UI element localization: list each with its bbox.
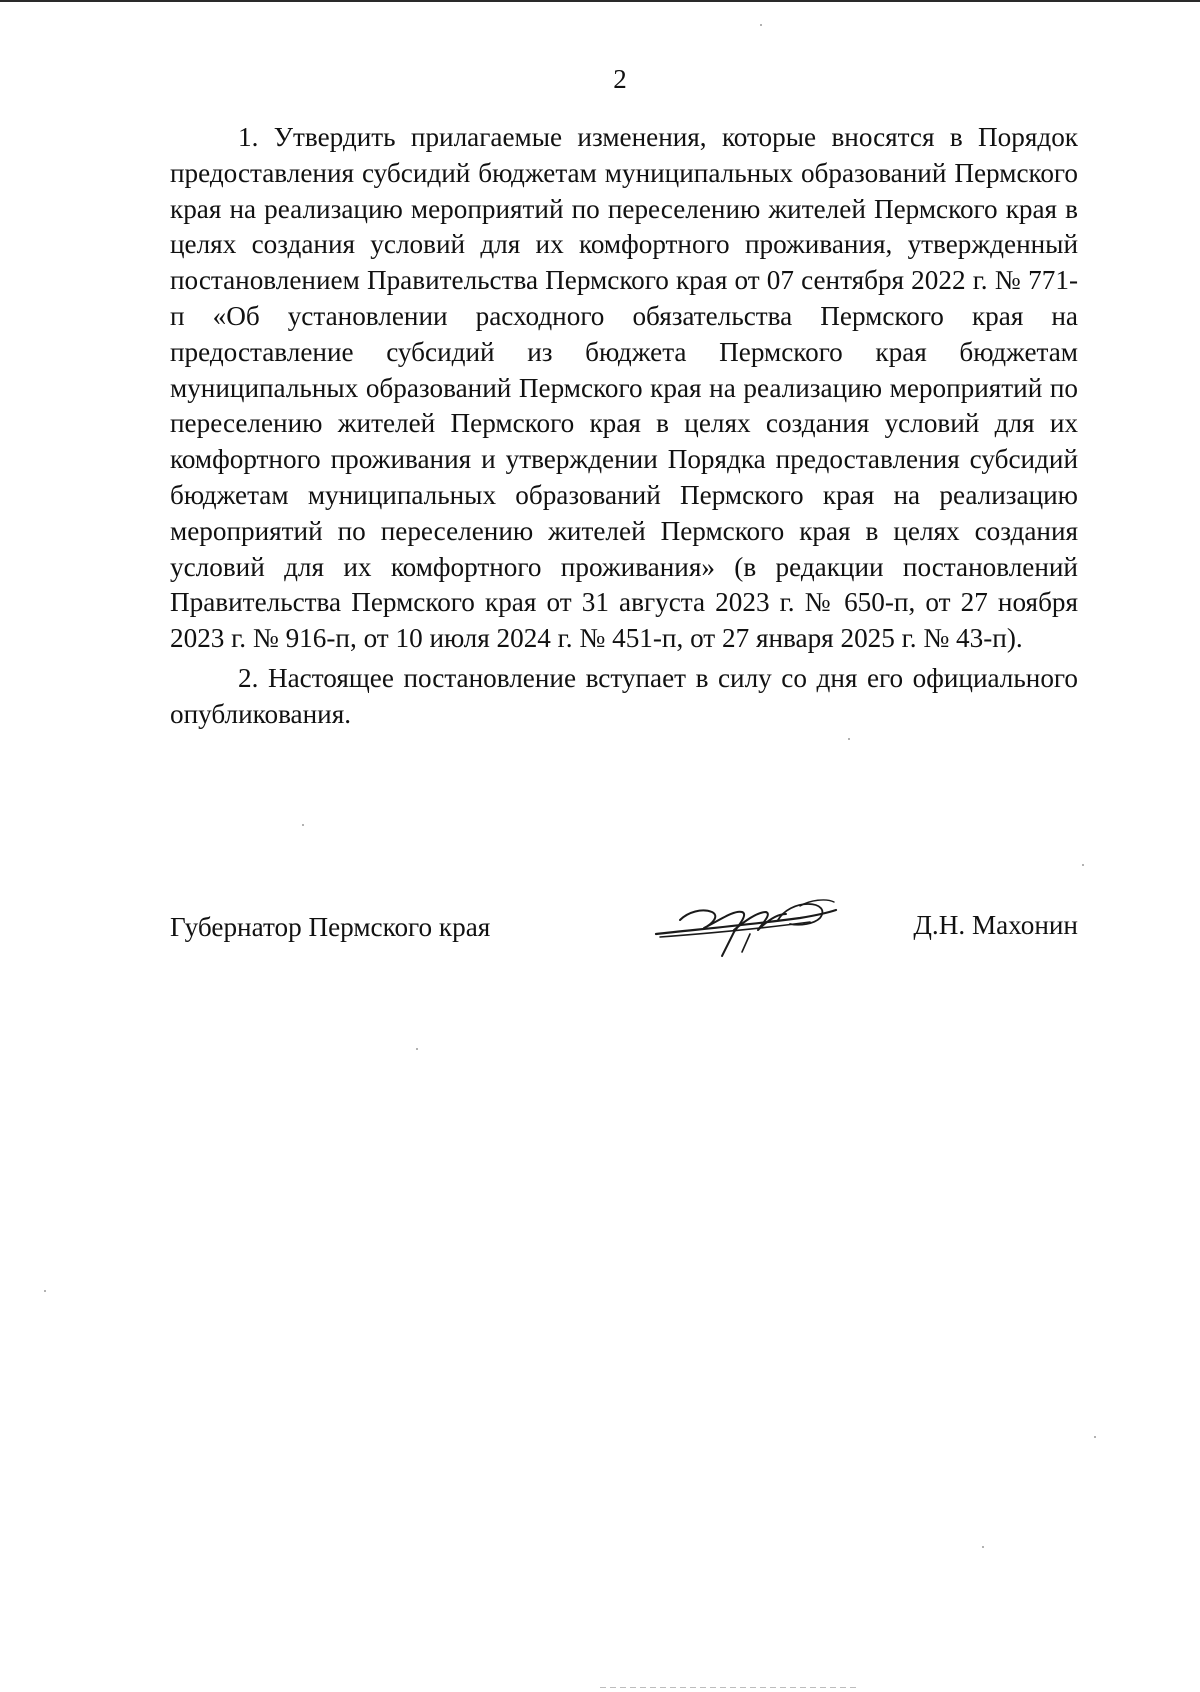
scan-speck (44, 1290, 46, 1292)
scan-speck (302, 824, 304, 826)
scan-speck (848, 738, 850, 740)
scan-edge-line (600, 1687, 860, 1688)
paragraph-1: 1. Утвердить прилагаемые изменения, которые вносятся в Порядок предоставления субсидий бюджетам муниципальных образований Пермского края на реализацию мероприятий по переселению жителей Пермского края в целях создания условий для их комфортного проживания, утвержденный постановлением Правительства Пермского края от 07 сентября 2022 г. № 771-п «Об установлении расходного обязательства Пермского края на предоставление субсидий из бюджета Пермского края бюджетам муниципальных образований Пермского края на реализацию мероприятий по переселению жителей Пермского края в целях создания условий для их комфортного проживания и утверждении Порядка предоставления субсидий бюджетам муниципальных образований Пермского края на реализацию мероприятий по переселению жителей Пермского края в целях создания условий для их комфортного проживания» (в редакции постановлений Правительства Пермского края от 31 августа 2023 г. № 650-п, от 27 ноября 2023 г. № 916-п, от 10 июля 2024 г. № 451-п, от 27 января 2025 г. № 43-п). (170, 122, 1078, 654)
signer-name: Д.Н. Махонин (913, 910, 1078, 940)
paragraph-2: 2. Настоящее постановление вступает в силу со дня его официального опубликования. (170, 662, 1078, 729)
document-body (170, 120, 1078, 737)
signer-position: Губернатор Пермского края (170, 912, 491, 942)
handwritten-signature-icon (650, 890, 840, 960)
page-number: 2 (613, 64, 627, 94)
scan-speck (1094, 1436, 1096, 1438)
scan-speck (982, 1546, 984, 1548)
scan-speck (1082, 864, 1084, 866)
signature-block (170, 900, 1078, 960)
scan-speck (416, 1048, 418, 1050)
scan-speck (760, 24, 762, 26)
